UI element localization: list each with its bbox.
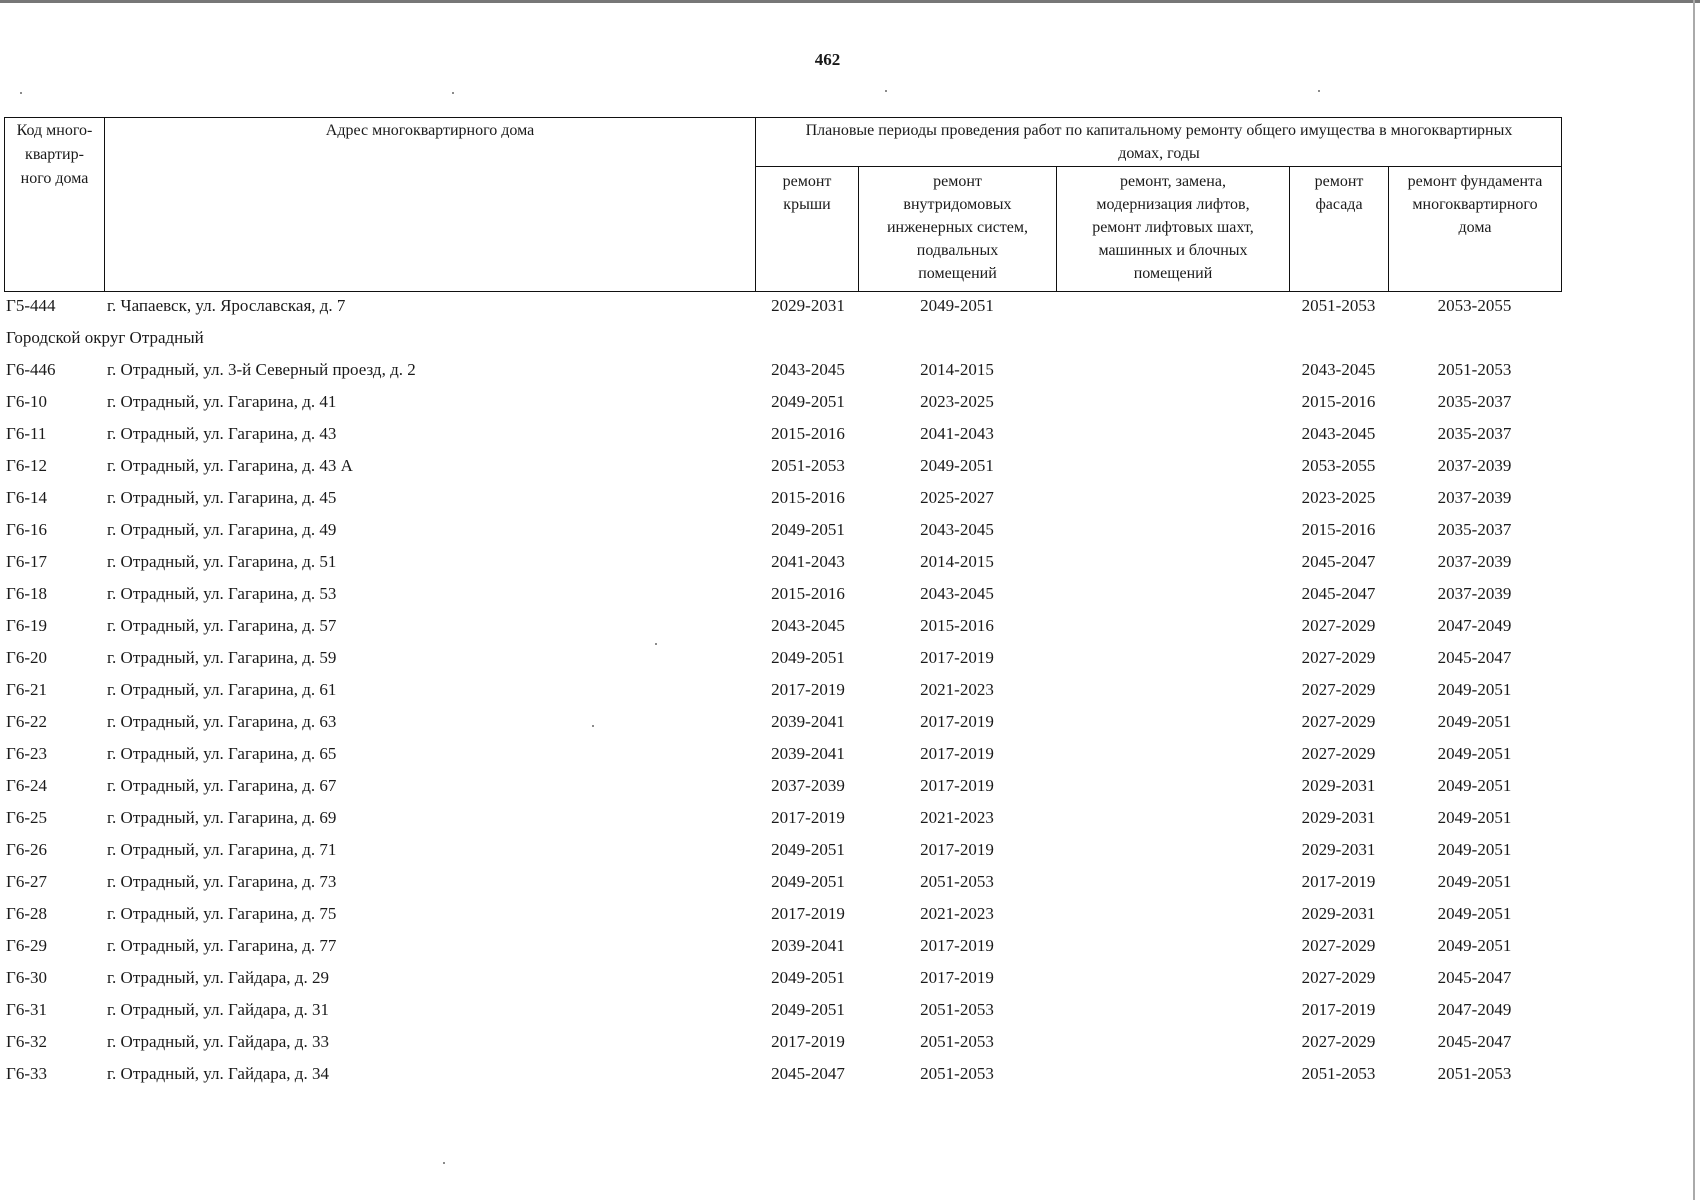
cell-foundation: 2045-2047 — [1437, 1032, 1512, 1051]
cell-code: Г6-18 — [6, 584, 47, 603]
cell-foundation: 2035-2037 — [1437, 392, 1512, 411]
table-row — [0, 422, 1700, 452]
header-foundation: ремонт фундамента многоквартирного дома — [1407, 173, 1543, 236]
cell-code: Г6-11 — [6, 424, 47, 443]
cell-foundation: 2049-2051 — [1437, 712, 1512, 731]
table-row — [0, 486, 1700, 516]
table-row — [0, 614, 1700, 644]
table-row — [0, 1030, 1700, 1060]
header-lifts: ремонт, замена, модернизация лифтов, ремонт лифтовых шахт, машинных и блочных помещений — [1092, 173, 1254, 282]
table-row — [0, 454, 1700, 484]
cell-address: г. Отрадный, ул. Гагарина, д. 65 — [107, 744, 337, 763]
cell-facade: 2027-2029 — [1301, 680, 1376, 699]
cell-code: Г6-29 — [6, 936, 47, 955]
cell-facade: 2029-2031 — [1301, 840, 1376, 859]
cell-roof: 2049-2051 — [771, 392, 845, 411]
table-row — [0, 998, 1700, 1028]
table-row — [0, 742, 1700, 772]
cell-engineering: 2021-2023 — [920, 904, 994, 923]
cell-address: г. Отрадный, ул. Гайдара, д. 33 — [107, 1032, 329, 1051]
cell-engineering: 2025-2027 — [920, 488, 994, 507]
cell-code: Г6-17 — [6, 552, 47, 571]
cell-facade: 2027-2029 — [1301, 648, 1376, 667]
cell-engineering: 2049-2051 — [920, 296, 994, 315]
cell-code: Г6-25 — [6, 808, 47, 827]
table-row — [0, 390, 1700, 420]
header-roof: ремонт крыши — [782, 173, 832, 213]
cell-engineering: 2021-2023 — [920, 808, 994, 827]
cell-engineering: 2017-2019 — [920, 968, 994, 987]
header-facade: ремонт фасада — [1314, 173, 1364, 213]
cell-facade: 2051-2053 — [1301, 296, 1376, 315]
cell-engineering: 2015-2016 — [920, 616, 994, 635]
cell-facade: 2017-2019 — [1301, 872, 1376, 891]
table-row — [0, 806, 1700, 836]
cell-address: г. Отрадный, ул. Гагарина, д. 53 — [107, 584, 337, 603]
cell-code: Г6-22 — [6, 712, 47, 731]
table-header — [4, 117, 1562, 292]
cell-engineering: 2017-2019 — [920, 712, 994, 731]
cell-address: г. Отрадный, ул. Гагарина, д. 69 — [107, 808, 337, 827]
table-row — [0, 358, 1700, 388]
header-rule — [755, 166, 1562, 167]
cell-foundation: 2049-2051 — [1437, 680, 1512, 699]
cell-roof: 2043-2045 — [771, 360, 845, 379]
cell-code: Г6-24 — [6, 776, 47, 795]
page-top-edge — [0, 0, 1700, 3]
cell-engineering: 2014-2015 — [920, 552, 994, 571]
cell-engineering: 2043-2045 — [920, 520, 994, 539]
cell-roof: 2049-2051 — [771, 840, 845, 859]
cell-engineering: 2049-2051 — [920, 456, 994, 475]
cell-foundation: 2049-2051 — [1437, 840, 1512, 859]
cell-roof: 2015-2016 — [771, 584, 845, 603]
cell-facade: 2027-2029 — [1301, 744, 1376, 763]
cell-foundation: 2049-2051 — [1437, 904, 1512, 923]
cell-engineering: 2051-2053 — [920, 872, 994, 891]
cell-foundation: 2053-2055 — [1437, 296, 1512, 315]
cell-foundation: 2047-2049 — [1437, 616, 1512, 635]
cell-engineering: 2017-2019 — [920, 840, 994, 859]
table-row — [0, 518, 1700, 548]
cell-address: г. Отрадный, ул. Гагарина, д. 49 — [107, 520, 337, 539]
cell-address: г. Отрадный, ул. Гагарина, д. 41 — [107, 392, 337, 411]
cell-engineering: 2041-2043 — [920, 424, 994, 443]
cell-engineering: 2051-2053 — [920, 1000, 994, 1019]
scan-speck — [1318, 90, 1320, 92]
cell-facade: 2015-2016 — [1301, 392, 1376, 411]
cell-address: г. Отрадный, ул. Гагарина, д. 43 А — [107, 456, 353, 475]
cell-roof: 2039-2041 — [771, 712, 845, 731]
cell-facade: 2043-2045 — [1301, 360, 1376, 379]
cell-engineering: 2021-2023 — [920, 680, 994, 699]
page-number: 462 — [814, 50, 841, 69]
cell-engineering: 2051-2053 — [920, 1064, 994, 1083]
cell-code: Г6-12 — [6, 456, 47, 475]
cell-address: г. Отрадный, ул. Гагарина, д. 63 — [107, 712, 337, 731]
cell-address: г. Отрадный, ул. Гагарина, д. 73 — [107, 872, 337, 891]
cell-code: Г6-27 — [6, 872, 47, 891]
cell-roof: 2049-2051 — [771, 520, 845, 539]
cell-roof: 2051-2053 — [771, 456, 845, 475]
cell-address: г. Отрадный, ул. Гагарина, д. 75 — [107, 904, 337, 923]
cell-roof: 2029-2031 — [771, 296, 845, 315]
cell-facade: 2045-2047 — [1301, 552, 1376, 571]
cell-engineering: 2043-2045 — [920, 584, 994, 603]
scan-speck — [20, 92, 22, 94]
header-rule — [1561, 117, 1562, 292]
cell-address: г. Отрадный, ул. Гагарина, д. 43 — [107, 424, 337, 443]
cell-engineering: 2017-2019 — [920, 744, 994, 763]
cell-foundation: 2045-2047 — [1437, 648, 1512, 667]
header-periods: Плановые периоды проведения работ по капитальному ремонту общего имущества в многоквартирных домах, годы — [805, 122, 1513, 162]
cell-foundation: 2037-2039 — [1437, 456, 1512, 475]
cell-code: Г6-32 — [6, 1032, 47, 1051]
cell-facade: 2029-2031 — [1301, 904, 1376, 923]
cell-facade: 2017-2019 — [1301, 1000, 1376, 1019]
cell-foundation: 2049-2051 — [1437, 936, 1512, 955]
cell-facade: 2027-2029 — [1301, 936, 1376, 955]
header-rule — [104, 117, 105, 292]
cell-foundation: 2049-2051 — [1437, 744, 1512, 763]
header-engineering: ремонт внутридомовых инженерных систем, подвальных помещений — [886, 173, 1029, 282]
cell-roof: 2015-2016 — [771, 424, 845, 443]
table-row — [0, 934, 1700, 964]
cell-facade: 2023-2025 — [1301, 488, 1376, 507]
cell-code: Г6-16 — [6, 520, 47, 539]
table-row — [0, 1062, 1700, 1092]
cell-code: Г6-21 — [6, 680, 47, 699]
cell-address: г. Отрадный, ул. Гагарина, д. 71 — [107, 840, 337, 859]
cell-code: Г6-20 — [6, 648, 47, 667]
cell-foundation: 2051-2053 — [1437, 1064, 1512, 1083]
scan-speck — [443, 1162, 445, 1164]
cell-facade: 2043-2045 — [1301, 424, 1376, 443]
cell-foundation: 2051-2053 — [1437, 360, 1512, 379]
cell-code: Г6-26 — [6, 840, 47, 859]
cell-roof: 2043-2045 — [771, 616, 845, 635]
cell-roof: 2017-2019 — [771, 904, 845, 923]
cell-roof: 2017-2019 — [771, 1032, 845, 1051]
cell-roof: 2037-2039 — [771, 776, 845, 795]
cell-engineering: 2051-2053 — [920, 1032, 994, 1051]
cell-engineering: 2023-2025 — [920, 392, 994, 411]
cell-roof: 2049-2051 — [771, 968, 845, 987]
table-row — [0, 838, 1700, 868]
header-rule — [4, 117, 1562, 118]
cell-facade: 2051-2053 — [1301, 1064, 1376, 1083]
cell-code: Г6-23 — [6, 744, 47, 763]
cell-roof: 2039-2041 — [771, 744, 845, 763]
group-title: Городской округ Отрадный — [6, 328, 204, 347]
cell-facade: 2053-2055 — [1301, 456, 1376, 475]
cell-roof: 2017-2019 — [771, 808, 845, 827]
cell-code: Г5-444 — [6, 296, 56, 315]
cell-foundation: 2045-2047 — [1437, 968, 1512, 987]
cell-facade: 2027-2029 — [1301, 968, 1376, 987]
cell-facade: 2029-2031 — [1301, 776, 1376, 795]
cell-foundation: 2047-2049 — [1437, 1000, 1512, 1019]
cell-code: Г6-446 — [6, 360, 56, 379]
header-code: Код много- квартир- ного дома — [16, 122, 93, 187]
cell-roof: 2049-2051 — [771, 872, 845, 891]
cell-facade: 2029-2031 — [1301, 808, 1376, 827]
cell-address: г. Отрадный, ул. Гагарина, д. 77 — [107, 936, 337, 955]
cell-facade: 2027-2029 — [1301, 616, 1376, 635]
cell-facade: 2027-2029 — [1301, 1032, 1376, 1051]
cell-foundation: 2037-2039 — [1437, 552, 1512, 571]
table-row — [0, 774, 1700, 804]
cell-code: Г6-28 — [6, 904, 47, 923]
cell-code: Г6-33 — [6, 1064, 47, 1083]
group-row — [0, 326, 1700, 356]
cell-address: г. Отрадный, ул. Гайдара, д. 31 — [107, 1000, 329, 1019]
cell-foundation: 2049-2051 — [1437, 808, 1512, 827]
cell-foundation: 2037-2039 — [1437, 488, 1512, 507]
cell-address: г. Отрадный, ул. Гагарина, д. 45 — [107, 488, 337, 507]
cell-engineering: 2017-2019 — [920, 648, 994, 667]
cell-roof: 2041-2043 — [771, 552, 845, 571]
table-row — [0, 710, 1700, 740]
cell-facade: 2045-2047 — [1301, 584, 1376, 603]
cell-foundation: 2049-2051 — [1437, 776, 1512, 795]
cell-facade: 2027-2029 — [1301, 712, 1376, 731]
cell-address: г. Отрадный, ул. Гагарина, д. 61 — [107, 680, 337, 699]
scan-speck — [452, 92, 454, 94]
cell-code: Г6-19 — [6, 616, 47, 635]
cell-code: Г6-10 — [6, 392, 47, 411]
cell-engineering: 2017-2019 — [920, 776, 994, 795]
header-rule — [4, 291, 1562, 292]
table-row — [0, 902, 1700, 932]
cell-address: г. Отрадный, ул. 3-й Северный проезд, д. 2 — [107, 360, 416, 379]
table-row — [0, 966, 1700, 996]
cell-foundation: 2035-2037 — [1437, 520, 1512, 539]
cell-roof: 2049-2051 — [771, 648, 845, 667]
cell-roof: 2039-2041 — [771, 936, 845, 955]
table-row — [0, 646, 1700, 676]
cell-foundation: 2035-2037 — [1437, 424, 1512, 443]
cell-foundation: 2037-2039 — [1437, 584, 1512, 603]
header-address: Адрес многоквартирного дома — [325, 122, 535, 139]
table-row — [0, 678, 1700, 708]
cell-facade: 2015-2016 — [1301, 520, 1376, 539]
cell-address: г. Отрадный, ул. Гагарина, д. 59 — [107, 648, 337, 667]
cell-roof: 2017-2019 — [771, 680, 845, 699]
table-row — [0, 870, 1700, 900]
table-row — [0, 550, 1700, 580]
cell-engineering: 2014-2015 — [920, 360, 994, 379]
cell-address: г. Чапаевск, ул. Ярославская, д. 7 — [107, 296, 346, 315]
cell-foundation: 2049-2051 — [1437, 872, 1512, 891]
cell-code: Г6-31 — [6, 1000, 47, 1019]
cell-code: Г6-30 — [6, 968, 47, 987]
cell-address: г. Отрадный, ул. Гагарина, д. 67 — [107, 776, 337, 795]
cell-address: г. Отрадный, ул. Гагарина, д. 57 — [107, 616, 337, 635]
scan-speck — [885, 90, 887, 92]
table-row — [0, 294, 1700, 324]
cell-roof: 2015-2016 — [771, 488, 845, 507]
cell-roof: 2045-2047 — [771, 1064, 845, 1083]
cell-engineering: 2017-2019 — [920, 936, 994, 955]
table-row — [0, 582, 1700, 612]
cell-address: г. Отрадный, ул. Гайдара, д. 29 — [107, 968, 329, 987]
cell-address: г. Отрадный, ул. Гайдара, д. 34 — [107, 1064, 329, 1083]
cell-code: Г6-14 — [6, 488, 47, 507]
cell-roof: 2049-2051 — [771, 1000, 845, 1019]
cell-address: г. Отрадный, ул. Гагарина, д. 51 — [107, 552, 337, 571]
